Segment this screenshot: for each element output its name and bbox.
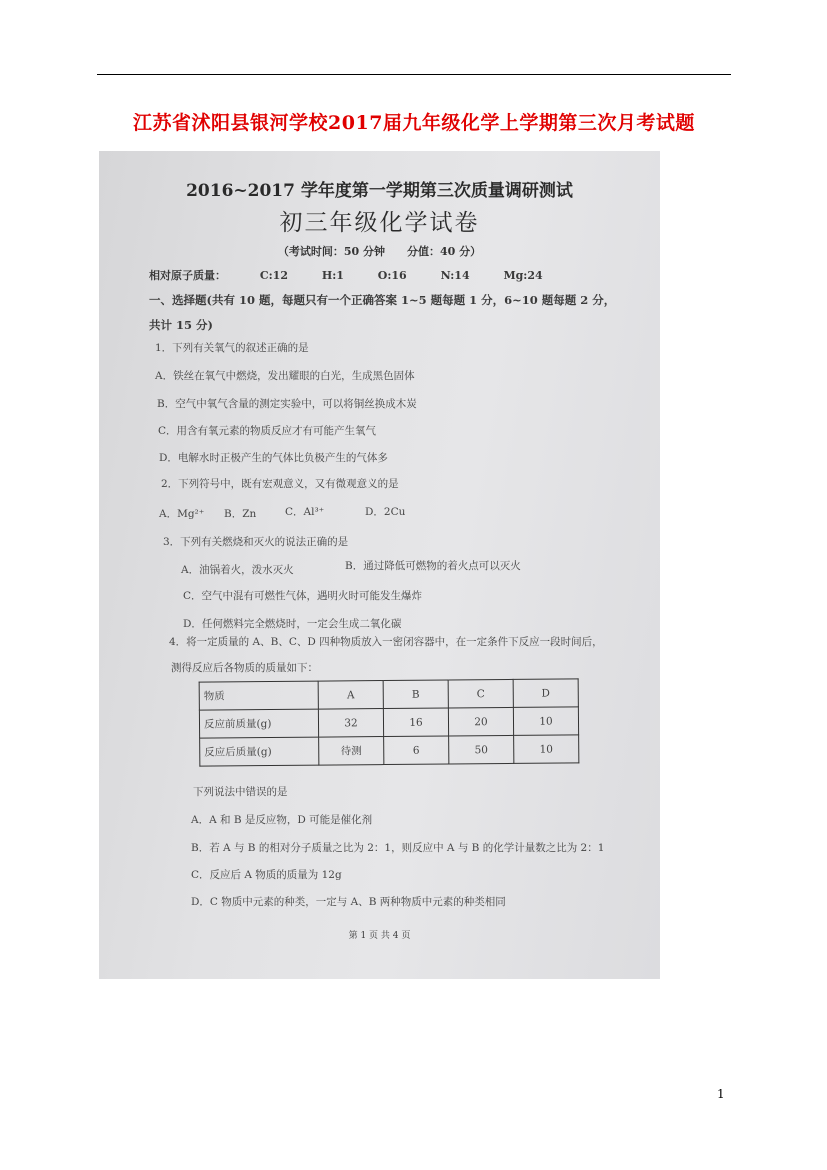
q4-ask: 下列说法中错误的是 <box>193 786 288 798</box>
exam-meta: （考试时间：50 分钟 分值：40 分） <box>277 245 482 258</box>
table-cell: 10 <box>514 735 579 764</box>
table-cell: 32 <box>318 709 383 738</box>
section1-heading-cont: 共计 15 分) <box>149 318 213 332</box>
atomic-masses-label: 相对原子质量： <box>149 269 226 282</box>
q2-stem: 2．下列符号中，既有宏观意义，又有微观意义的是 <box>161 478 399 490</box>
table-cell: 10 <box>513 707 578 736</box>
atom-o: O:16 <box>377 269 407 282</box>
q3-stem: 3．下列有关燃烧和灭火的说法正确的是 <box>163 536 349 548</box>
q3-option-d: D．任何燃料完全燃烧时，一定会生成二氧化碳 <box>183 618 402 630</box>
atom-c: C:12 <box>259 269 288 282</box>
table-header-cell: B <box>383 680 448 709</box>
q2-option-b: B．Zn <box>224 508 257 520</box>
page-number: 1 <box>717 1087 725 1101</box>
table-row <box>200 735 579 766</box>
q2-option-d: D．2Cu <box>365 506 406 518</box>
q1-option-d: D．电解水时正极产生的气体比负极产生的气体多 <box>159 452 388 464</box>
table-cell: 反应前质量(g) <box>199 709 318 738</box>
table-cell: 50 <box>449 735 514 764</box>
exam-page-footer: 第 1 页 共 4 页 <box>348 931 411 941</box>
document-title: 江苏省沭阳县银河学校2017届九年级化学上学期第三次月考试题 <box>133 112 695 134</box>
table-header-cell: A <box>318 681 383 710</box>
atom-n: N:14 <box>440 269 470 282</box>
table-header-cell: C <box>448 679 513 708</box>
q3-option-c: C．空气中混有可燃性气体，遇明火时可能发生爆炸 <box>183 590 423 602</box>
q4-option-d: D．C 物质中元素的种类，一定与 A、B 两种物质中元素的种类相同 <box>191 896 506 908</box>
table-cell: 16 <box>383 708 448 737</box>
q1-stem: 1．下列有关氧气的叙述正确的是 <box>155 342 309 354</box>
q1-option-c: C．用含有氧元素的物质反应才有可能产生氧气 <box>158 425 377 437</box>
table-row <box>199 707 578 738</box>
q4-option-c: C．反应后 A 物质的质量为 12g <box>191 869 342 881</box>
table-header-cell: 物质 <box>199 681 318 710</box>
mass-table <box>199 678 580 766</box>
q2-option-c: C．Al³⁺ <box>285 506 325 518</box>
q2-option-a: A．Mg²⁺ <box>159 508 205 520</box>
q4-option-b: B．若 A 与 B 的相对分子质量之比为 2：1，则反应中 A 与 B 的化学计量数之比为 2：1 <box>191 842 605 854</box>
exam-subtitle: 初三年级化学试卷 <box>279 210 480 236</box>
table-row <box>199 679 578 710</box>
table-cell: 6 <box>384 736 449 765</box>
q3-option-b: B．通过降低可燃物的着火点可以灭火 <box>345 560 521 572</box>
exam-heading: 2016~2017 学年度第一学期第三次质量调研测试 <box>186 181 573 201</box>
table-cell: 待测 <box>319 737 384 766</box>
q4-option-a: A．A 和 B 是反应物，D 可能是催化剂 <box>191 814 373 826</box>
q3-option-a: A．油锅着火，泼水灭火 <box>181 564 294 576</box>
atom-h: H:1 <box>321 269 344 282</box>
q4-stem-line1: 4．将一定质量的 A、B、C、D 四种物质放入一密闭容器中，在一定条件下反应一段时间后， <box>169 636 603 648</box>
atom-mg: Mg:24 <box>503 269 543 282</box>
table-cell: 20 <box>448 707 513 736</box>
q1-option-b: B．空气中氧气含量的测定实验中，可以将铜丝换成木炭 <box>157 398 417 410</box>
table-header-cell: D <box>513 679 578 708</box>
q1-option-a: A．铁丝在氧气中燃烧，发出耀眼的白光，生成黑色固体 <box>155 370 415 382</box>
header-rule <box>97 74 731 75</box>
exam-photo <box>99 151 660 979</box>
q4-stem-line2: 测得反应后各物质的质量如下： <box>171 662 318 674</box>
atomic-masses <box>149 267 573 283</box>
table-cell: 反应后质量(g) <box>200 737 319 766</box>
section1-heading: 一、选择题(共有 10 题，每题只有一个正确答案 1~5 题每题 1 分，6~10 题每题 2 分， <box>149 293 616 307</box>
